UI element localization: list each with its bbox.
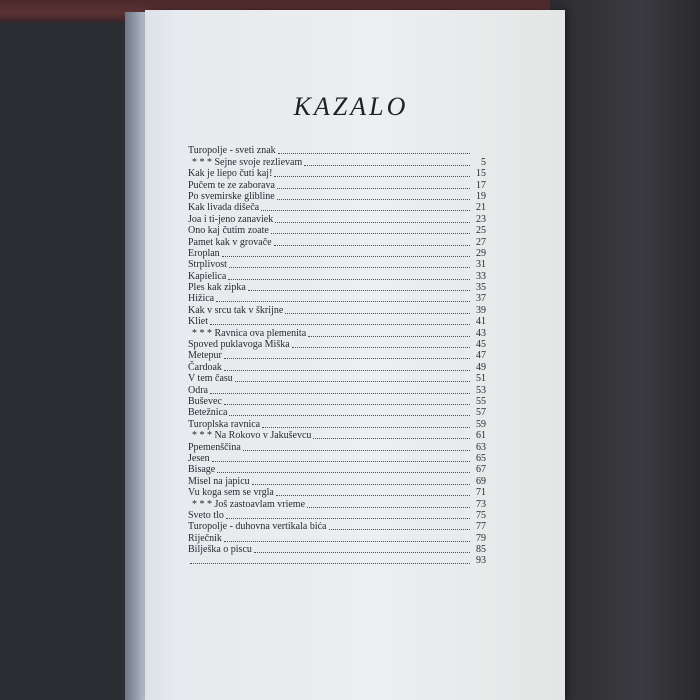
toc-dot-leader bbox=[278, 153, 470, 154]
toc-entry bbox=[188, 555, 486, 566]
toc-entry-title: Ppemenščina bbox=[188, 441, 241, 453]
toc-entry bbox=[188, 475, 486, 486]
toc-entry bbox=[188, 213, 486, 224]
toc-entry-page: 29 bbox=[476, 247, 486, 259]
toc-entry bbox=[188, 418, 486, 429]
toc-entry-page: 45 bbox=[476, 339, 486, 351]
toc-entry bbox=[188, 236, 486, 247]
toc-entry bbox=[188, 521, 486, 532]
toc-dot-leader bbox=[210, 324, 470, 325]
toc-dot-leader bbox=[222, 256, 470, 257]
toc-dot-leader bbox=[224, 358, 470, 359]
toc-entry bbox=[188, 464, 486, 475]
toc-dot-leader bbox=[229, 415, 470, 416]
toc-entry-title: Pučem te ze zaborava bbox=[188, 179, 275, 191]
toc-dot-leader bbox=[329, 529, 471, 530]
toc-entry-page: 37 bbox=[476, 293, 486, 305]
toc-entry bbox=[188, 202, 486, 213]
toc-dot-leader bbox=[224, 404, 470, 405]
toc-entry-page: 21 bbox=[476, 202, 486, 214]
toc-dot-leader bbox=[304, 165, 470, 166]
toc-entry bbox=[188, 282, 486, 293]
toc-entry bbox=[188, 350, 486, 361]
toc-entry-page: 47 bbox=[476, 350, 486, 362]
background-right bbox=[550, 0, 700, 700]
toc-entry-title: Eroplan bbox=[188, 247, 220, 259]
book-cover-edge bbox=[125, 12, 147, 700]
toc-entry-page: 73 bbox=[476, 498, 486, 510]
toc-entry-page: 53 bbox=[476, 384, 486, 396]
toc-entry-title: Riječnik bbox=[188, 532, 222, 544]
toc-entry bbox=[188, 361, 486, 372]
toc-entry-title: Čardoak bbox=[188, 361, 222, 373]
toc-entry-page: 57 bbox=[476, 407, 486, 419]
toc-entry-page: 23 bbox=[476, 213, 486, 225]
toc-entry bbox=[188, 145, 486, 156]
toc-entry bbox=[188, 248, 486, 259]
toc-entry bbox=[188, 293, 486, 304]
toc-entry-page: 71 bbox=[476, 487, 486, 499]
toc-entry-page: 63 bbox=[476, 441, 486, 453]
toc-entry-title: Turoplska ravnica bbox=[188, 418, 261, 430]
toc-entry-page: 93 bbox=[476, 555, 486, 567]
toc-entry-page: 27 bbox=[476, 236, 486, 248]
toc-dot-leader bbox=[229, 267, 470, 268]
toc-dot-leader bbox=[271, 233, 470, 234]
toc-entry bbox=[188, 339, 486, 350]
toc-entry-title: V tem času bbox=[188, 373, 233, 385]
toc-entry-title: Vu koga sem se vrgla bbox=[188, 487, 274, 499]
toc-entry-title: Strplivost bbox=[188, 259, 227, 271]
toc-entry-page: 69 bbox=[476, 475, 486, 487]
toc-entry bbox=[188, 532, 486, 543]
toc-entry-page: 43 bbox=[476, 327, 486, 339]
toc-entry-page: 79 bbox=[476, 532, 486, 544]
toc-dot-leader bbox=[261, 210, 470, 211]
toc-entry bbox=[188, 498, 486, 509]
toc-dot-leader bbox=[228, 279, 470, 280]
toc-dot-leader bbox=[275, 222, 470, 223]
toc-entry-title: Betežnica bbox=[188, 407, 228, 419]
toc-entry-title: Kliet bbox=[188, 316, 208, 328]
toc-dot-leader bbox=[274, 245, 470, 246]
toc-dot-leader bbox=[252, 484, 470, 485]
toc-entry-title: Sveto tlo bbox=[188, 509, 224, 521]
toc-entry-page: 31 bbox=[476, 259, 486, 271]
toc-entry-page: 19 bbox=[476, 190, 486, 202]
toc-entry-page: 5 bbox=[481, 156, 486, 168]
toc-dot-leader bbox=[262, 427, 470, 428]
toc-entry-title: Ono kaj čutim zoate bbox=[188, 225, 269, 237]
toc-entry-title: Buševec bbox=[188, 395, 222, 407]
toc-entry-page: 41 bbox=[476, 316, 486, 328]
toc-entry-page: 39 bbox=[476, 304, 486, 316]
toc-entry bbox=[188, 179, 486, 190]
toc-entry-page: 49 bbox=[476, 361, 486, 373]
toc-dot-leader bbox=[276, 495, 470, 496]
toc-entry-title: Kak je liepo čuti kaj! bbox=[188, 168, 273, 180]
toc-entry-title: * * * Ravnica ova plemenita bbox=[192, 327, 307, 339]
toc-entry-page: 35 bbox=[476, 282, 486, 294]
toc-dot-leader bbox=[210, 393, 470, 394]
toc-entry-title: Turopolje - duhovna vertikala bića bbox=[188, 521, 327, 533]
toc-entry-title: Misel na japicu bbox=[188, 475, 250, 487]
toc-entry-title: Jesen bbox=[188, 452, 210, 464]
toc-entry bbox=[188, 373, 486, 384]
toc-entry-page: 59 bbox=[476, 418, 486, 430]
toc-entry-title: Kak v srcu tak v škrijne bbox=[188, 304, 284, 316]
toc-entry-page: 17 bbox=[476, 179, 486, 191]
toc-dot-leader bbox=[307, 507, 470, 508]
toc-dot-leader bbox=[274, 176, 470, 177]
toc-dot-leader bbox=[277, 199, 470, 200]
toc-entry-title: Bilješka o piscu bbox=[188, 544, 252, 556]
toc-entry-title: Pamet kak v grovače bbox=[188, 236, 272, 248]
toc-entry bbox=[188, 191, 486, 202]
toc-entry bbox=[188, 259, 486, 270]
toc-dot-leader bbox=[224, 370, 470, 371]
toc-entry bbox=[188, 441, 486, 452]
toc-entry-title: Ples kak zipka bbox=[188, 282, 246, 294]
toc-dot-leader bbox=[285, 313, 470, 314]
toc-entry-page: 77 bbox=[476, 521, 486, 533]
toc-entry bbox=[188, 396, 486, 407]
toc-entry-page: 61 bbox=[476, 430, 486, 442]
toc-entry-page: 25 bbox=[476, 225, 486, 237]
toc-dot-leader bbox=[254, 552, 470, 553]
toc-entry-title: * * * Još zastoavlam vrieme bbox=[192, 498, 306, 510]
toc-entry bbox=[188, 327, 486, 338]
toc-entry-page: 51 bbox=[476, 373, 486, 385]
toc-entry bbox=[188, 270, 486, 281]
toc-entry-title: Bisage bbox=[188, 464, 216, 476]
toc-entry-title: Kapielica bbox=[188, 270, 227, 282]
toc-entry-page: 75 bbox=[476, 509, 486, 521]
toc-dot-leader bbox=[216, 301, 470, 302]
toc-dot-leader bbox=[224, 541, 470, 542]
toc-entry bbox=[188, 453, 486, 464]
toc-entry bbox=[188, 544, 486, 555]
toc-entry-title: * * * Na Rokovo v Jakuševcu bbox=[192, 430, 312, 442]
toc-entry-title: Spoved puklavoga Miška bbox=[188, 339, 290, 351]
toc-dot-leader bbox=[308, 336, 470, 337]
toc-dot-leader bbox=[313, 438, 470, 439]
toc-entry bbox=[188, 168, 486, 179]
toc-entry-page: 55 bbox=[476, 395, 486, 407]
toc-entry-page: 15 bbox=[476, 168, 486, 180]
toc-entry-title: Metepur bbox=[188, 350, 222, 362]
toc-dot-leader bbox=[243, 450, 470, 451]
toc-entry-title: Kak livada dišeča bbox=[188, 202, 260, 214]
table-of-contents bbox=[188, 145, 486, 566]
toc-entry-title: Odra bbox=[188, 384, 208, 396]
toc-dot-leader bbox=[226, 518, 470, 519]
toc-entry bbox=[188, 407, 486, 418]
toc-entry-page: 65 bbox=[476, 452, 486, 464]
toc-dot-leader bbox=[248, 290, 470, 291]
toc-entry bbox=[188, 487, 486, 498]
toc-entry bbox=[188, 430, 486, 441]
toc-entry-page: 67 bbox=[476, 464, 486, 476]
toc-entry bbox=[188, 510, 486, 521]
toc-dot-leader bbox=[217, 472, 470, 473]
toc-entry-page: 85 bbox=[476, 544, 486, 556]
toc-entry-page: 33 bbox=[476, 270, 486, 282]
toc-dot-leader bbox=[292, 347, 470, 348]
toc-entry bbox=[188, 304, 486, 315]
toc-entry bbox=[188, 316, 486, 327]
toc-entry bbox=[188, 225, 486, 236]
toc-dot-leader bbox=[212, 461, 470, 462]
toc-entry-title: Turopolje - sveti znak bbox=[188, 145, 276, 157]
toc-entry-title: Po svemirske glibline bbox=[188, 190, 275, 202]
toc-entry-title: Hižica bbox=[188, 293, 215, 305]
toc-entry-title: * * * Sejne svoje rezlievam bbox=[192, 156, 303, 168]
page-title: KAZALO bbox=[293, 92, 409, 121]
toc-entry bbox=[188, 384, 486, 395]
toc-entry bbox=[188, 156, 486, 167]
toc-dot-leader bbox=[235, 381, 470, 382]
toc-dot-leader bbox=[190, 563, 470, 564]
toc-dot-leader bbox=[277, 188, 470, 189]
toc-entry-title: Joa i ti-jeno zanaviek bbox=[188, 213, 274, 225]
